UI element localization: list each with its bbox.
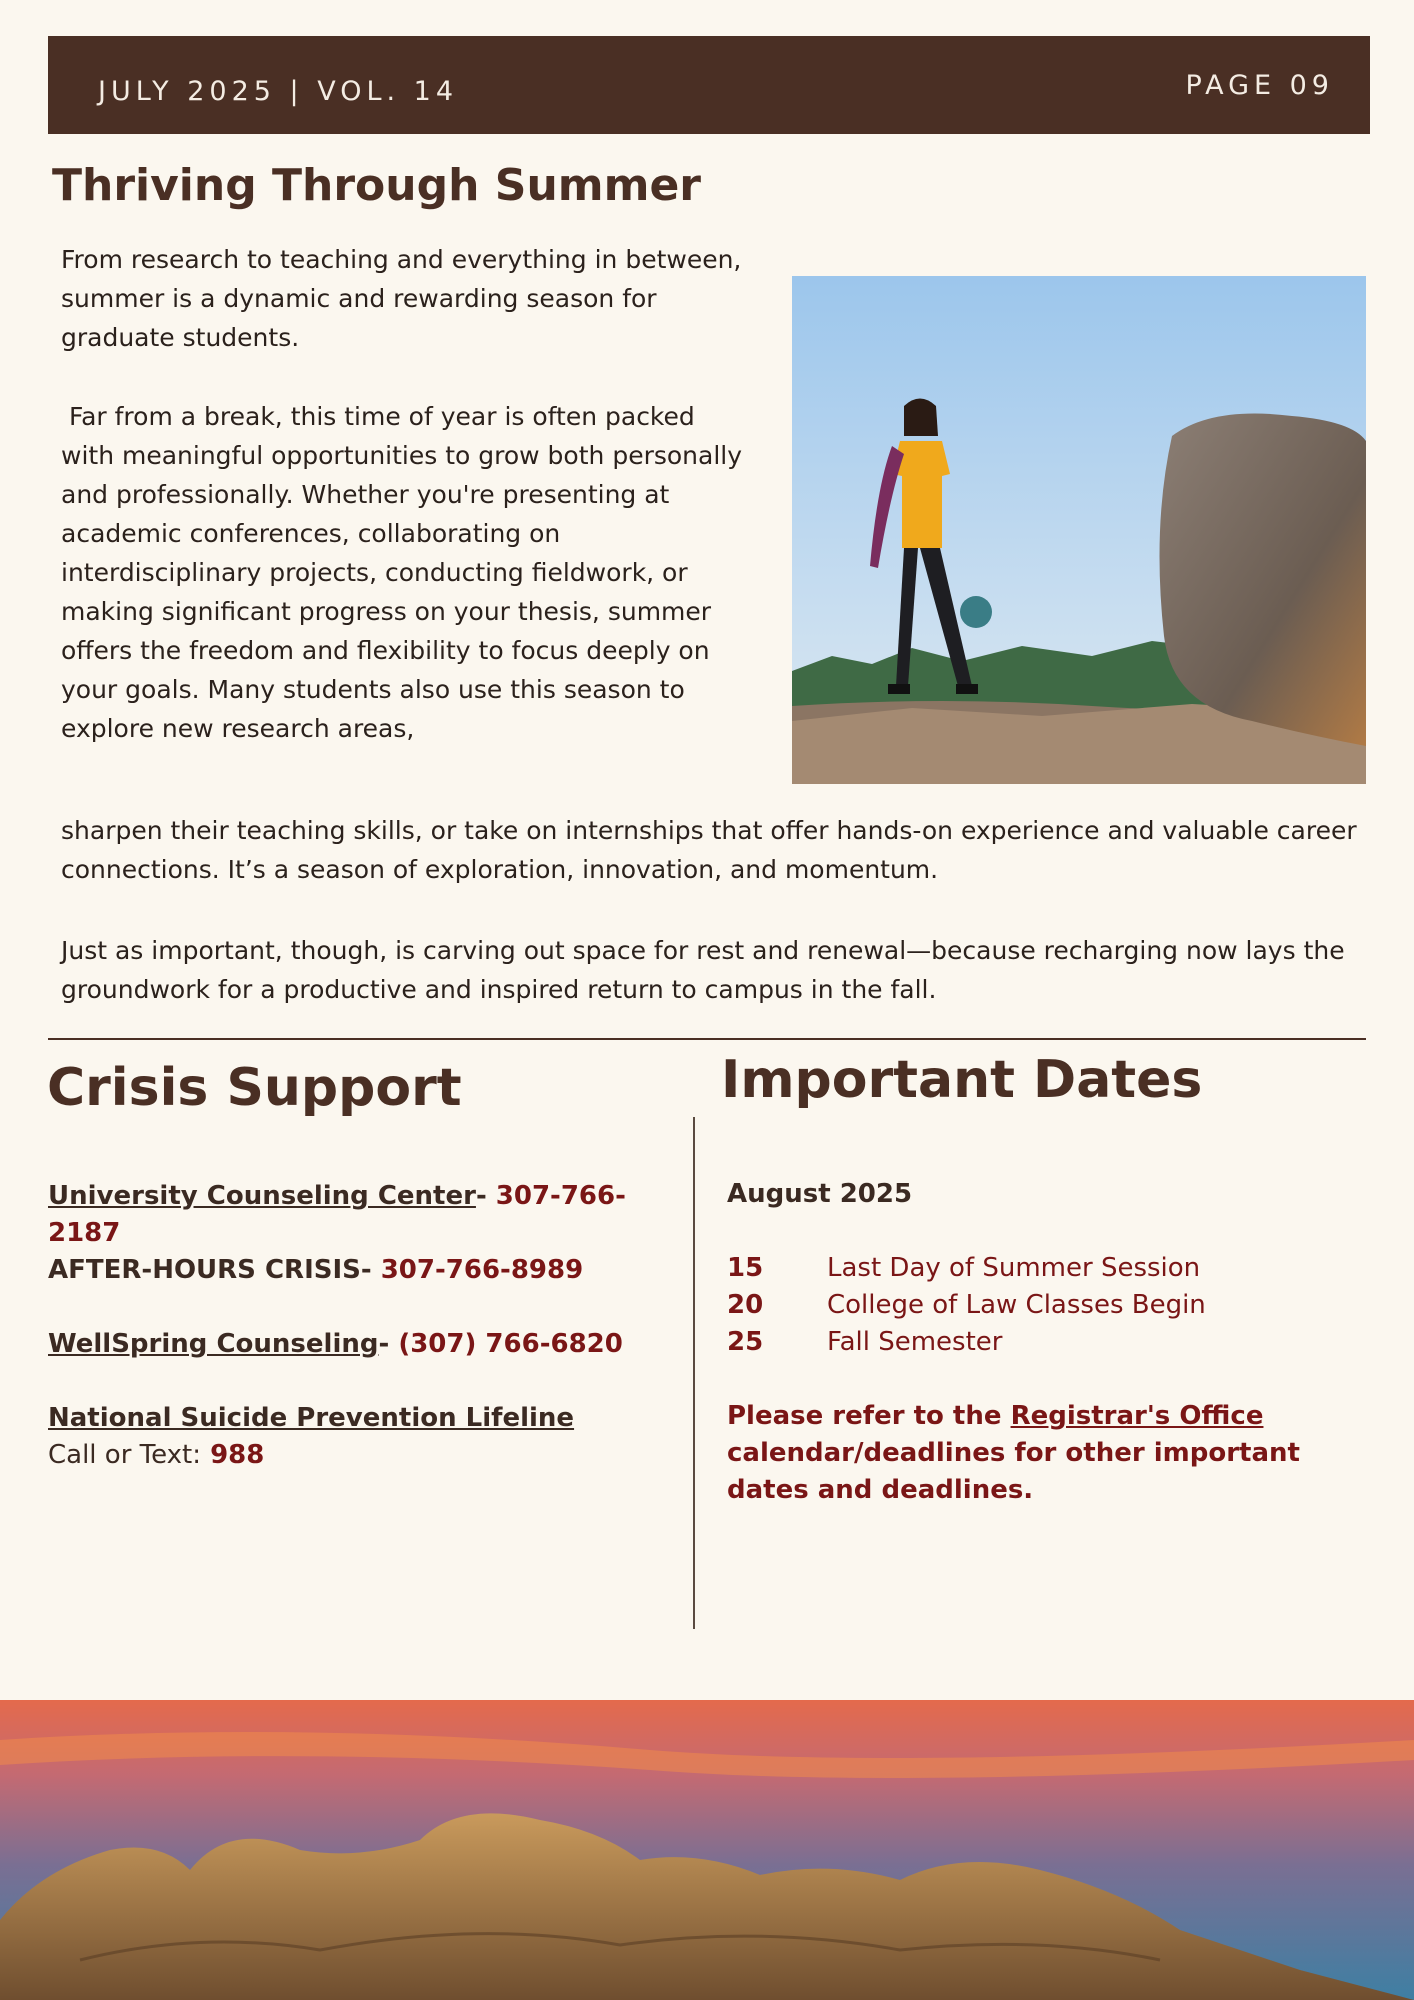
important-dates-list — [727, 1176, 1327, 1509]
dates-month: August 2025 — [727, 1179, 913, 1209]
header-bar — [48, 36, 1370, 134]
registrar-office-link[interactable]: Registrar's Office — [1010, 1401, 1264, 1431]
after-hours-phone: 307-766-8989 — [380, 1255, 584, 1285]
separator: - — [475, 1181, 496, 1211]
paragraph-text: sharpen their teaching skills, or take on internships that offer hands-on experience and valuable career connections. It’s a season of exploration, innovation, and momentum. — [61, 816, 1357, 884]
important-dates-title: Important Dates — [721, 1050, 1203, 1110]
after-hours-label: AFTER-HOURS CRISIS- — [48, 1255, 372, 1285]
climber-photo — [792, 276, 1366, 784]
wellspring-row — [48, 1326, 628, 1363]
column-divider — [693, 1117, 695, 1629]
wellspring-phone: (307) 766-6820 — [398, 1329, 623, 1359]
counseling-center-phone: 307-766-2187 — [48, 1181, 626, 1248]
lifeline-contact-row — [48, 1437, 628, 1474]
after-hours-row — [48, 1252, 628, 1289]
date-day: 15 — [727, 1253, 764, 1283]
date-event: Last Day of Summer Session — [827, 1253, 1201, 1283]
sunset-landscape-photo — [0, 1700, 1414, 2000]
registrar-note — [727, 1398, 1327, 1509]
article-paragraph-1 — [61, 240, 751, 357]
lifeline-number: 988 — [210, 1440, 265, 1470]
date-event: Fall Semester — [827, 1327, 1003, 1357]
separator: - — [378, 1329, 399, 1359]
article-paragraph-3 — [61, 811, 1361, 889]
counseling-center-link[interactable]: University Counseling Center — [48, 1181, 476, 1211]
issue-date: JULY 2025 | VOL. 14 — [98, 76, 459, 107]
crisis-support-list — [48, 1178, 628, 1474]
date-row — [727, 1250, 1327, 1287]
date-day: 25 — [727, 1327, 764, 1357]
section-divider — [48, 1038, 1366, 1040]
paragraph-text: From research to teaching and everything in between, summer is a dynamic and rewarding season for graduate students. — [61, 245, 742, 352]
date-event: College of Law Classes Begin — [827, 1290, 1206, 1320]
lifeline-label: Call or Text: — [48, 1440, 202, 1470]
article-paragraph-4 — [61, 931, 1361, 1009]
page-number: PAGE 09 — [1185, 70, 1334, 101]
paragraph-text: Just as important, though, is carving out space for rest and renewal—because recharging now lays the groundwork for a productive and inspired return to campus in the fall. — [61, 936, 1345, 1004]
article-title: Thriving Through Summer — [52, 160, 701, 211]
note-suffix: calendar/deadlines for other important dates and deadlines. — [727, 1438, 1300, 1505]
paragraph-text: Far from a break, this time of year is often packed with meaningful opportunities to grow both personally and professionally. Whether you're presenting at academic conferences, collaborating on interdisciplinary projects, conducting fieldwork, or making significant progress on your thesis, summer offers the freedom and flexibility to focus deeply on your goals. Many students also use this season to explore new research areas, — [61, 402, 743, 743]
counseling-center-row — [48, 1178, 628, 1252]
lifeline-link[interactable]: National Suicide Prevention Lifeline — [48, 1403, 575, 1433]
date-row — [727, 1287, 1327, 1324]
wellspring-link[interactable]: WellSpring Counseling — [48, 1329, 379, 1359]
date-day: 20 — [727, 1290, 764, 1320]
date-row — [727, 1324, 1327, 1361]
article-paragraph-2 — [61, 397, 751, 748]
lifeline-row — [48, 1400, 628, 1437]
note-prefix: Please refer to the — [727, 1401, 1002, 1431]
crisis-support-title: Crisis Support — [47, 1058, 462, 1118]
